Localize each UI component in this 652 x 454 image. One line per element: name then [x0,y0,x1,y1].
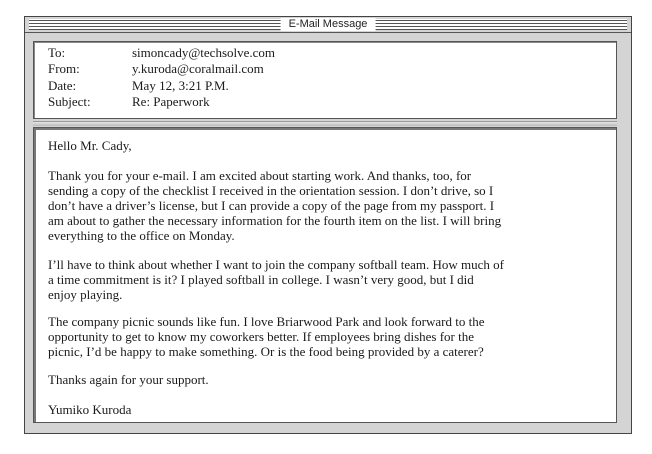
email-window [24,16,632,434]
body-line: opportunity to get to know my coworkers better. If employees bring dishes for the [48,329,475,344]
date-label: Date: [48,78,77,93]
window-title: E-Mail Message [281,18,376,31]
email-body [33,127,617,423]
from-label: From: [48,61,80,76]
date-value: May 12, 3:21 P.M. [132,78,229,93]
body-line: a time commitment is it? I played softball in college. I wasn’t very good, but I did [48,272,474,287]
body-line: everything to the office on Monday. [48,228,235,243]
from-row [48,61,264,76]
body-line: picnic, I’d be happy to make something. Or is the food being provided by a caterer? [48,344,484,359]
subject-value: Re: Paperwork [132,94,210,109]
body-line: Thank you for your e-mail. I am excited about starting work. And thanks, too, for [48,168,472,183]
date-row [48,78,229,93]
closing: Thanks again for your support. [48,372,209,387]
body-line: The company picnic sounds like fun. I love Briarwood Park and look forward to the [48,314,485,329]
to-label: To: [48,45,66,60]
email-header [33,41,617,119]
signature: Yumiko Kuroda [48,402,132,417]
body-line: am about to gather the necessary information for the fourth item on the list. I will bring [48,213,502,228]
body-line: I’ll have to think about whether I want to join the company softball team. How much of [48,257,504,272]
from-value: y.kuroda@coralmail.com [132,61,264,76]
body-line: don’t have a driver’s license, but I can provide a copy of the page from my passport. I [48,198,495,213]
pane-divider [33,121,617,126]
subject-label: Subject: [48,94,91,109]
to-row [48,45,275,60]
to-value: simoncady@techsolve.com [132,45,276,60]
body-line: enjoy playing. [48,287,123,302]
body-line: sending a copy of the checklist I received in the orientation session. I don’t drive, so I [48,183,494,198]
subject-row [48,94,210,109]
title-bar[interactable] [25,17,631,33]
greeting: Hello Mr. Cady, [48,138,132,153]
